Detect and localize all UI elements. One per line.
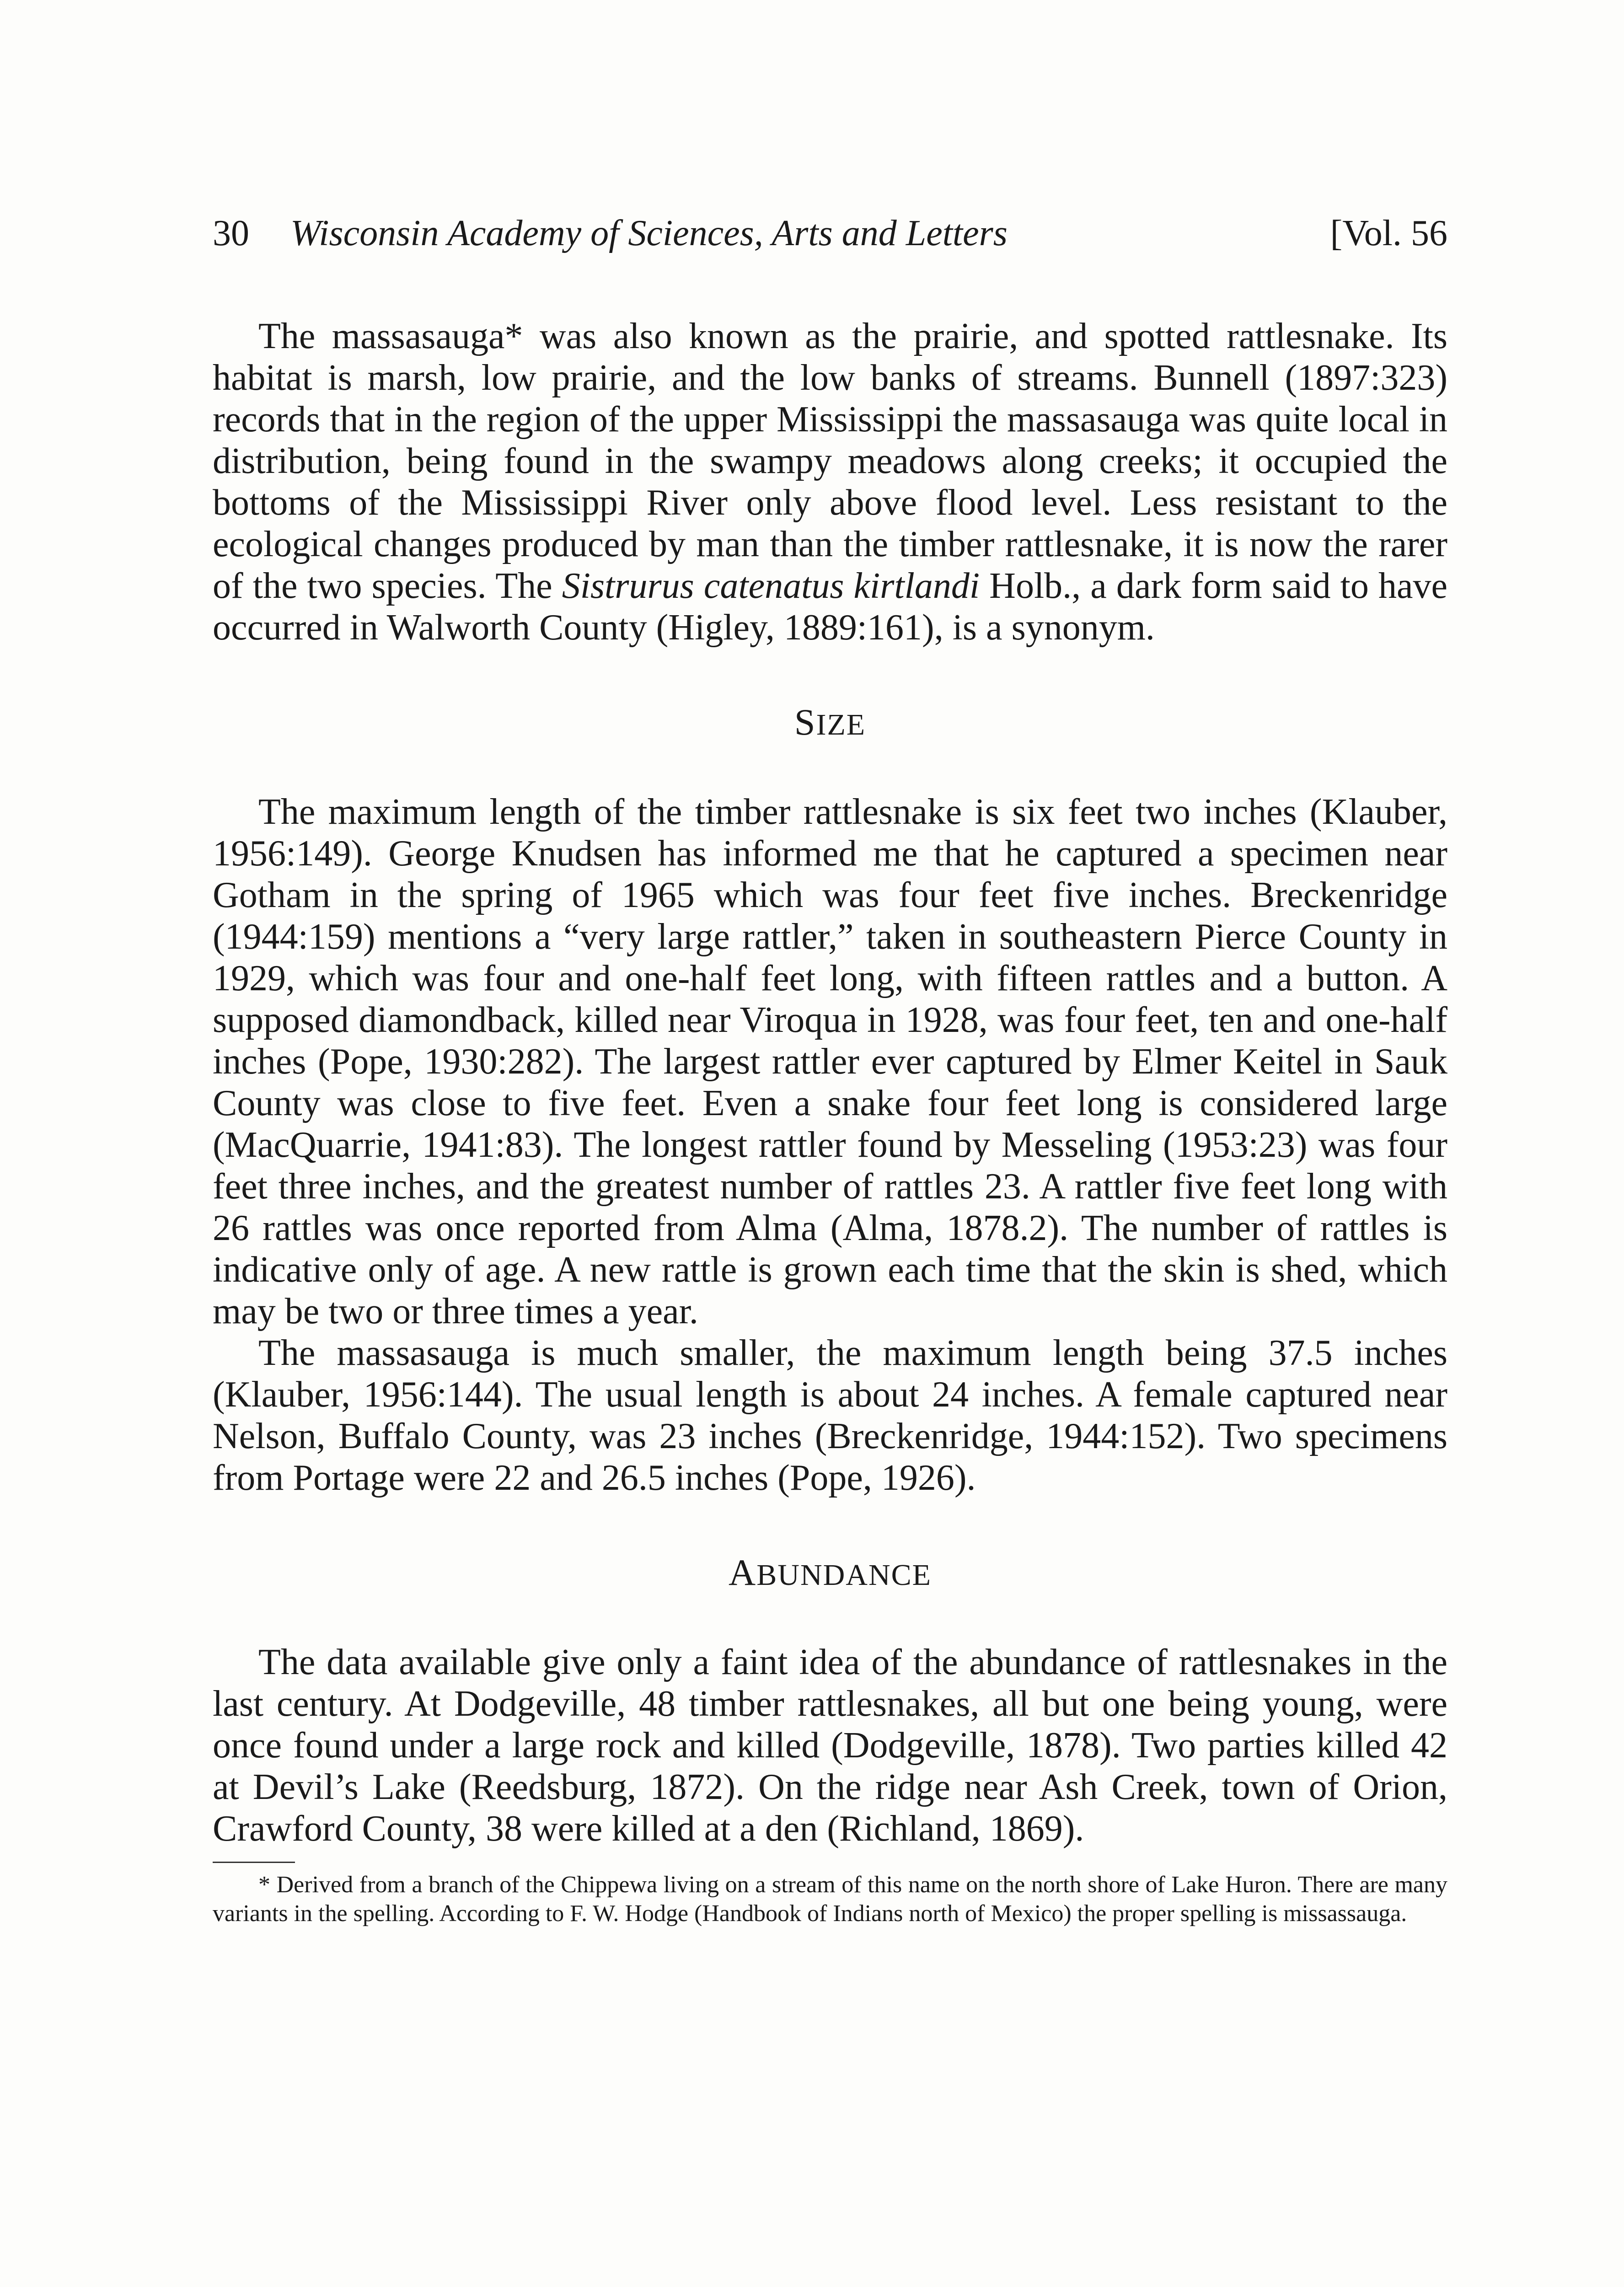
page — [213, 215, 1447, 1928]
page-number: 30 — [213, 213, 249, 253]
journal-title: Wisconsin Academy of Sciences, Arts and Letters — [290, 213, 1008, 253]
section-heading-size: SIZE — [794, 701, 866, 743]
paragraph-text: Holb., a dark form said to have occurred in Walworth County (Higley, 1889:161), is a synonym. — [213, 566, 1447, 648]
paragraph-abundance: The data available give only a faint idea of the abundance of rattlesnakes in the last century. At Dodgeville, 48 timber rattlesnakes, all but one being young, were once found under a large rock and killed (Dodgeville, 1878). Two parties killed 42 at Devil’s Lake (Reedsburg, 1872). On the ridge near Ash Creek, town of Orion, Crawford County, 38 were killed at a den (Richland, 1869). — [213, 1642, 1447, 1849]
footnote-rule — [213, 1862, 295, 1863]
species-name: Sistrurus catenatus kirtlandi — [562, 566, 980, 606]
paragraph-text: The massasauga* was also known as the prairie, and spotted rattlesnake. Its habitat is marsh, low prairie, and the low banks of streams. Bunnell (1897:323) records that in the region of the upper Mississippi the massasauga was quite local in distribution, being found in the swampy meadows along creeks; it occupied the bottoms of the Mississippi River only above flood level. Less resistant to the ecological changes produced by man than the timber rattlesnake, it is now the rarer of the two species. The — [213, 316, 1447, 606]
running-head — [213, 215, 1447, 252]
footnote: * Derived from a branch of the Chippewa living on a stream of this name on the north shore of Lake Huron. There are many variants in the spelling. According to F. W. Hodge (Handbook of Indians north of Mexico) the proper spelling is missassauga. — [213, 1872, 1447, 1927]
paragraph-size-timber: The maximum length of the timber rattlesnake is six feet two inches (Klauber, 1956:149). George Knudsen has informed me that he captured a specimen near Gotham in the spring of 1965 which was four feet five inches. Breckenridge (1944:159) mentions a “very large rattler,” taken in southeastern Pierce County in 1929, which was four and one-half feet long, with fifteen rattles and a button. A supposed diamondback, killed near Viroqua in 1928, was four feet, ten and one-half inches (Pope, 1930:282). The largest rattler ever captured by Elmer Keitel in Sauk County was close to five feet. Even a snake four feet long is considered large (MacQuarrie, 1941:83). The longest rattler found by Messeling (1953:23) was four feet three inches, and the greatest number of rattles 23. A rattler five feet long with 26 rattles was once reported from Alma (Alma, 1878.2). The number of rattles is indicative only of age. A new rattle is grown each time that the skin is shed, which may be two or three times a year. — [213, 792, 1447, 1331]
volume-label: [Vol. 56 — [1330, 213, 1447, 253]
paragraph-massasauga-intro — [213, 316, 1447, 649]
section-heading-abundance: ABUNDANCE — [729, 1552, 932, 1593]
paragraph-size-massasauga: The massasauga is much smaller, the maximum length being 37.5 inches (Klauber, 1956:144). The usual length is about 24 inches. A female captured near Nelson, Buffalo County, was 23 inches (Breckenridge, 1944:152). Two specimens from Portage were 22 and 26.5 inches (Pope, 1926). — [213, 1333, 1447, 1498]
